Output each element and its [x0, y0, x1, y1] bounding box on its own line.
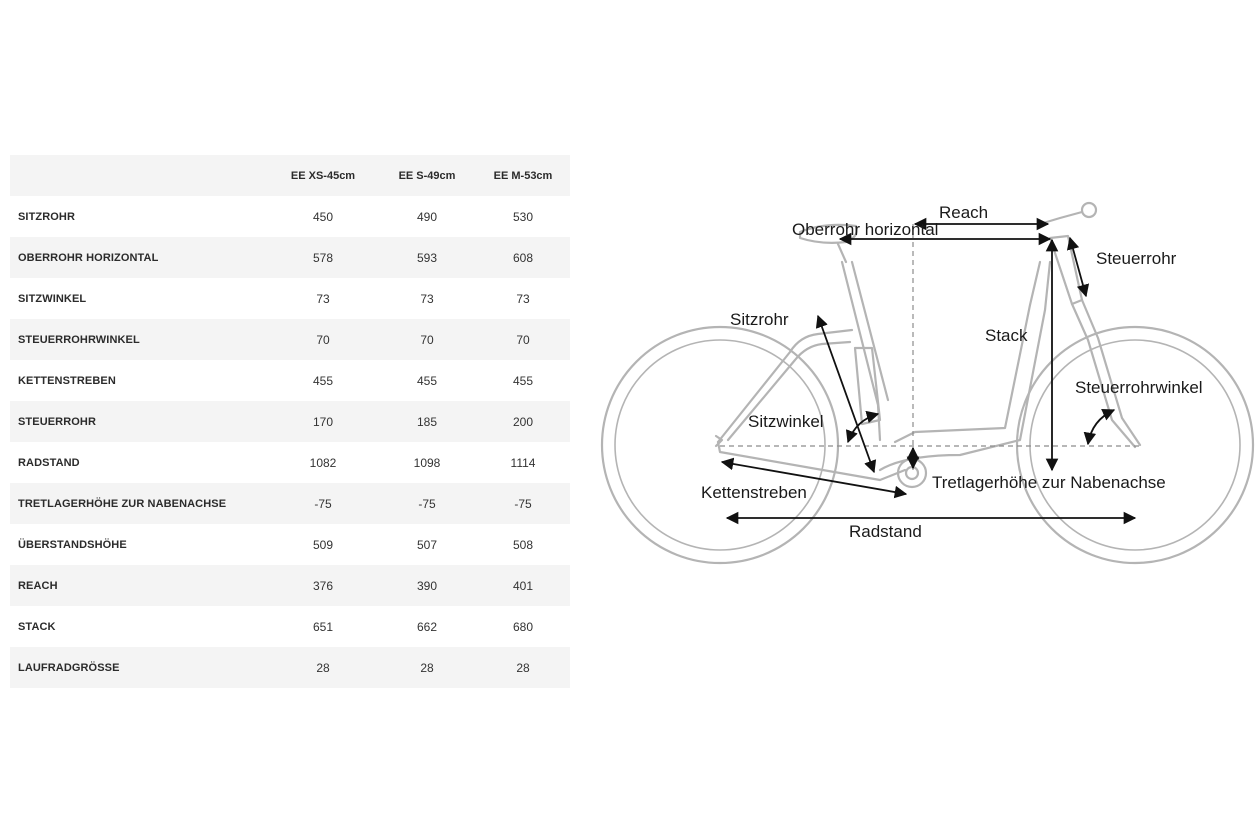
- table-row: [10, 278, 570, 319]
- row-label: SITZWINKEL: [18, 292, 87, 305]
- row-value: 593: [416, 250, 438, 265]
- table-row: [10, 319, 570, 360]
- row-value: 490: [416, 209, 438, 224]
- label-head-tube: Steuerrohr: [1096, 249, 1177, 268]
- label-head-angle: Steuerrohrwinkel: [1075, 378, 1203, 397]
- table-row: [10, 196, 570, 237]
- row-value: 508: [512, 537, 534, 552]
- row-value: 455: [512, 373, 534, 388]
- row-value: 70: [316, 332, 330, 347]
- rear-wheel-tire: [602, 327, 838, 563]
- label-stack: Stack: [985, 326, 1028, 345]
- row-value: 662: [416, 619, 438, 634]
- row-label: TRETLAGERHÖHE ZUR NABENACHSE: [18, 497, 227, 510]
- row-label: KETTENSTREBEN: [18, 374, 116, 387]
- geometry-table: [10, 155, 570, 688]
- row-label: LAUFRADGRÖSSE: [18, 661, 120, 674]
- row-value: 376: [312, 578, 334, 593]
- row-value: 170: [312, 414, 334, 429]
- header-label-cell: [10, 155, 268, 196]
- row-value: -75: [418, 496, 436, 511]
- down-tube-inner: [895, 262, 1040, 442]
- row-value: 507: [416, 537, 438, 552]
- table-header-row: [10, 155, 570, 196]
- row-value: 455: [416, 373, 438, 388]
- row-value: 450: [312, 209, 334, 224]
- table-row: [10, 483, 570, 524]
- row-label: RADSTAND: [18, 456, 80, 469]
- head-tube: [1050, 236, 1082, 304]
- label-top-tube: Oberrohr horizontal: [792, 220, 939, 239]
- row-value: 680: [512, 619, 534, 634]
- row-value: 401: [512, 578, 534, 593]
- label-seat-angle: Sitzwinkel: [748, 412, 824, 431]
- row-value: 651: [312, 619, 334, 634]
- table-row: [10, 606, 570, 647]
- row-value: 530: [512, 209, 534, 224]
- diagram-labels: [701, 203, 1203, 541]
- row-label: STACK: [18, 620, 56, 633]
- row-value: -75: [314, 496, 332, 511]
- label-reach: Reach: [939, 203, 989, 222]
- row-label: SITZROHR: [18, 210, 76, 223]
- fork: [1072, 304, 1135, 447]
- row-label: STEUERROHRWINKEL: [18, 333, 140, 346]
- header-size-xs: EE XS-45cm: [290, 169, 356, 182]
- row-value: 73: [316, 291, 330, 306]
- row-value: 28: [420, 660, 434, 675]
- row-value: 185: [416, 414, 438, 429]
- row-value: 390: [416, 578, 438, 593]
- bike-geometry-diagram: [595, 190, 1260, 580]
- motor-housing: [898, 459, 926, 487]
- label-bb-drop: Tretlagerhöhe zur Nabenachse: [932, 473, 1166, 492]
- table-row: [10, 401, 570, 442]
- row-label: REACH: [18, 579, 58, 592]
- header-size-s: EE S-49cm: [398, 169, 456, 182]
- bike-geometry-svg: [595, 190, 1260, 580]
- fork-inner: [1082, 300, 1140, 445]
- row-value: 1114: [510, 455, 536, 470]
- table-row: [10, 565, 570, 606]
- row-label: STEUERROHR: [18, 415, 97, 428]
- seat-angle-arrow: [848, 414, 878, 442]
- seatpost: [838, 244, 846, 262]
- handlebar-grip: [1082, 203, 1096, 217]
- row-value: 1082: [309, 455, 337, 470]
- chainstay-tube: [718, 442, 905, 480]
- label-chainstay: Kettenstreben: [701, 483, 807, 502]
- row-value: 73: [420, 291, 434, 306]
- table-row: [10, 524, 570, 565]
- row-value: 73: [516, 291, 530, 306]
- label-seat-tube: Sitzrohr: [730, 310, 789, 329]
- head-tube-arrow: [1070, 238, 1086, 296]
- row-label: ÜBERSTANDSHÖHE: [18, 538, 127, 551]
- stem: [1040, 212, 1082, 224]
- label-wheelbase: Radstand: [849, 522, 922, 541]
- crank-axle: [906, 467, 918, 479]
- table-row: [10, 360, 570, 401]
- row-value: -75: [514, 496, 532, 511]
- table-row: [10, 647, 570, 688]
- row-label: OBERROHR HORIZONTAL: [18, 251, 159, 264]
- row-value: 200: [512, 414, 534, 429]
- table-row: [10, 237, 570, 278]
- row-value: 70: [516, 332, 530, 347]
- row-value: 578: [312, 250, 334, 265]
- table-row: [10, 442, 570, 483]
- row-value: 608: [512, 250, 534, 265]
- header-size-m: EE M-53cm: [493, 169, 553, 182]
- down-tube: [880, 262, 1050, 470]
- row-value: 455: [312, 373, 334, 388]
- row-value: 509: [312, 537, 334, 552]
- row-value: 28: [516, 660, 530, 675]
- row-value: 28: [316, 660, 330, 675]
- row-value: 70: [420, 332, 434, 347]
- row-value: 1098: [413, 455, 441, 470]
